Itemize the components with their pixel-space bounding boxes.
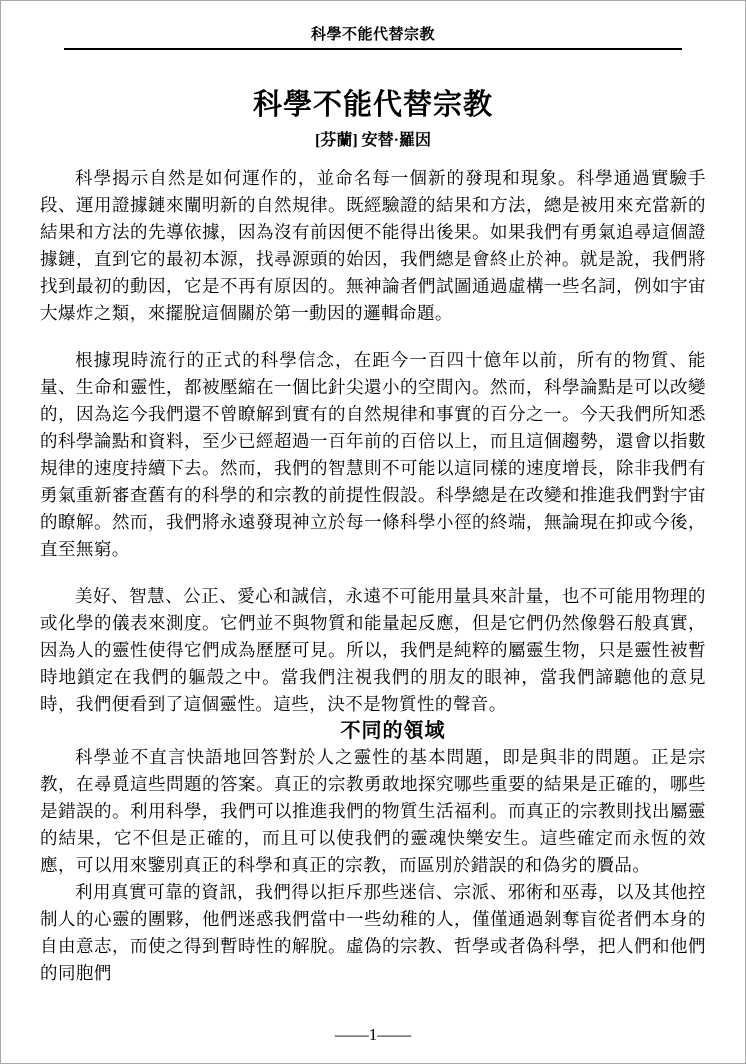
- paragraph-3: 美好、智慧、公正、愛心和誠信，永遠不可能用量具來計量，也不可能用物理的或化學的儀表來測度。它們並不與物質和能量起反應，但是它們仍然像磐石般真實，因為人的靈性使得它們成為歷歷可見。所以，我們是純粹的屬靈生物，只是靈性被暫時地鎖定在我們的軀殼之中。當我們注視我們的朋友的眼神，當我們諦聽他的意見時，我們便看到了這個靈性。這些，決不是物質性的聲音。: [40, 586, 706, 714]
- header-rule: [64, 48, 682, 50]
- author-byline: [芬蘭] 安替·羅因: [315, 132, 431, 149]
- body-text: [40, 165, 706, 987]
- page-number: ——1——: [334, 1025, 412, 1044]
- paragraph-1: 科學揭示自然是如何運作的，並命名每一個新的發現和現象。科學通過實驗手段、運用證據鏈來闡明新的自然規律。既經驗證的結果和方法，總是被用來充當新的結果和方法的先導依據，因為沒有前因便不能得出後果。如果我們有勇氣追尋這個證據鏈，直到它的最初本源，找尋源頭的始因，我們總是會終止於神。就是說，我們將找到最初的動因，它是不再有原因的。無神論者們試圖通過虛構一些名詞，例如宇宙大爆炸之類，來擺脫這個關於第一動因的邏輯命題。: [40, 168, 706, 323]
- document-title: 科學不能代替宗教: [252, 89, 493, 121]
- running-header: 科學不能代替宗教: [310, 27, 435, 43]
- section-paragraph-2: 利用真實可靠的資訊，我們得以拒斥那些迷信、宗派、邪術和巫毒，以及其他控制人的心靈的團夥，他們迷惑我們當中一些幼稚的人，僅僅通過剝奪盲從者們本身的自由意志，而使之得到暫時性的解脫。虛偽的宗教、哲學或者偽科學，把人們和他們的同胞們: [40, 882, 706, 983]
- section-heading: 不同的領域: [340, 720, 446, 742]
- paragraph-2: 根據現時流行的正式的科學信念，在距今一百四十億年以前，所有的物質、能量、生命和靈性，都被壓縮在一個比針尖還小的空間內。然而，科學論點是可以改變的，因為迄今我們還不曾瞭解到實有的自然規律和事實的百分之一。今天我們所知悉的科學論點和資料，至少已經超過一百年前的百倍以上，而且這個趨勢，還會以指數規律的速度持續下去。然而，我們的智慧則不可能以這同樣的速度增長，除非我們有勇氣重新審查舊有的科學的和宗教的前提性假設。科學總是在改變和推進我們對宇宙的瞭解。然而，我們將永遠發現神立於每一條科學小徑的終端，無論現在抑或今後，直至無窮。: [40, 350, 706, 559]
- section-paragraph-1: 科學並不直言快語地回答對於人之靈性的基本問題，即是與非的問題。正是宗教，在尋覓這些問題的答案。真正的宗教勇敢地探究哪些重要的結果是正確的，哪些是錯誤的。利用科學，我們可以推進我們的物質生活福利。而真正的宗教則找出屬靈的結果，它不但是正確的，而且可以使我們的靈魂快樂安生。這些確定而永恆的效應，可以用來鑒別真正的科學和真正的宗教，而區別於錯誤的和偽劣的贗品。: [40, 747, 706, 875]
